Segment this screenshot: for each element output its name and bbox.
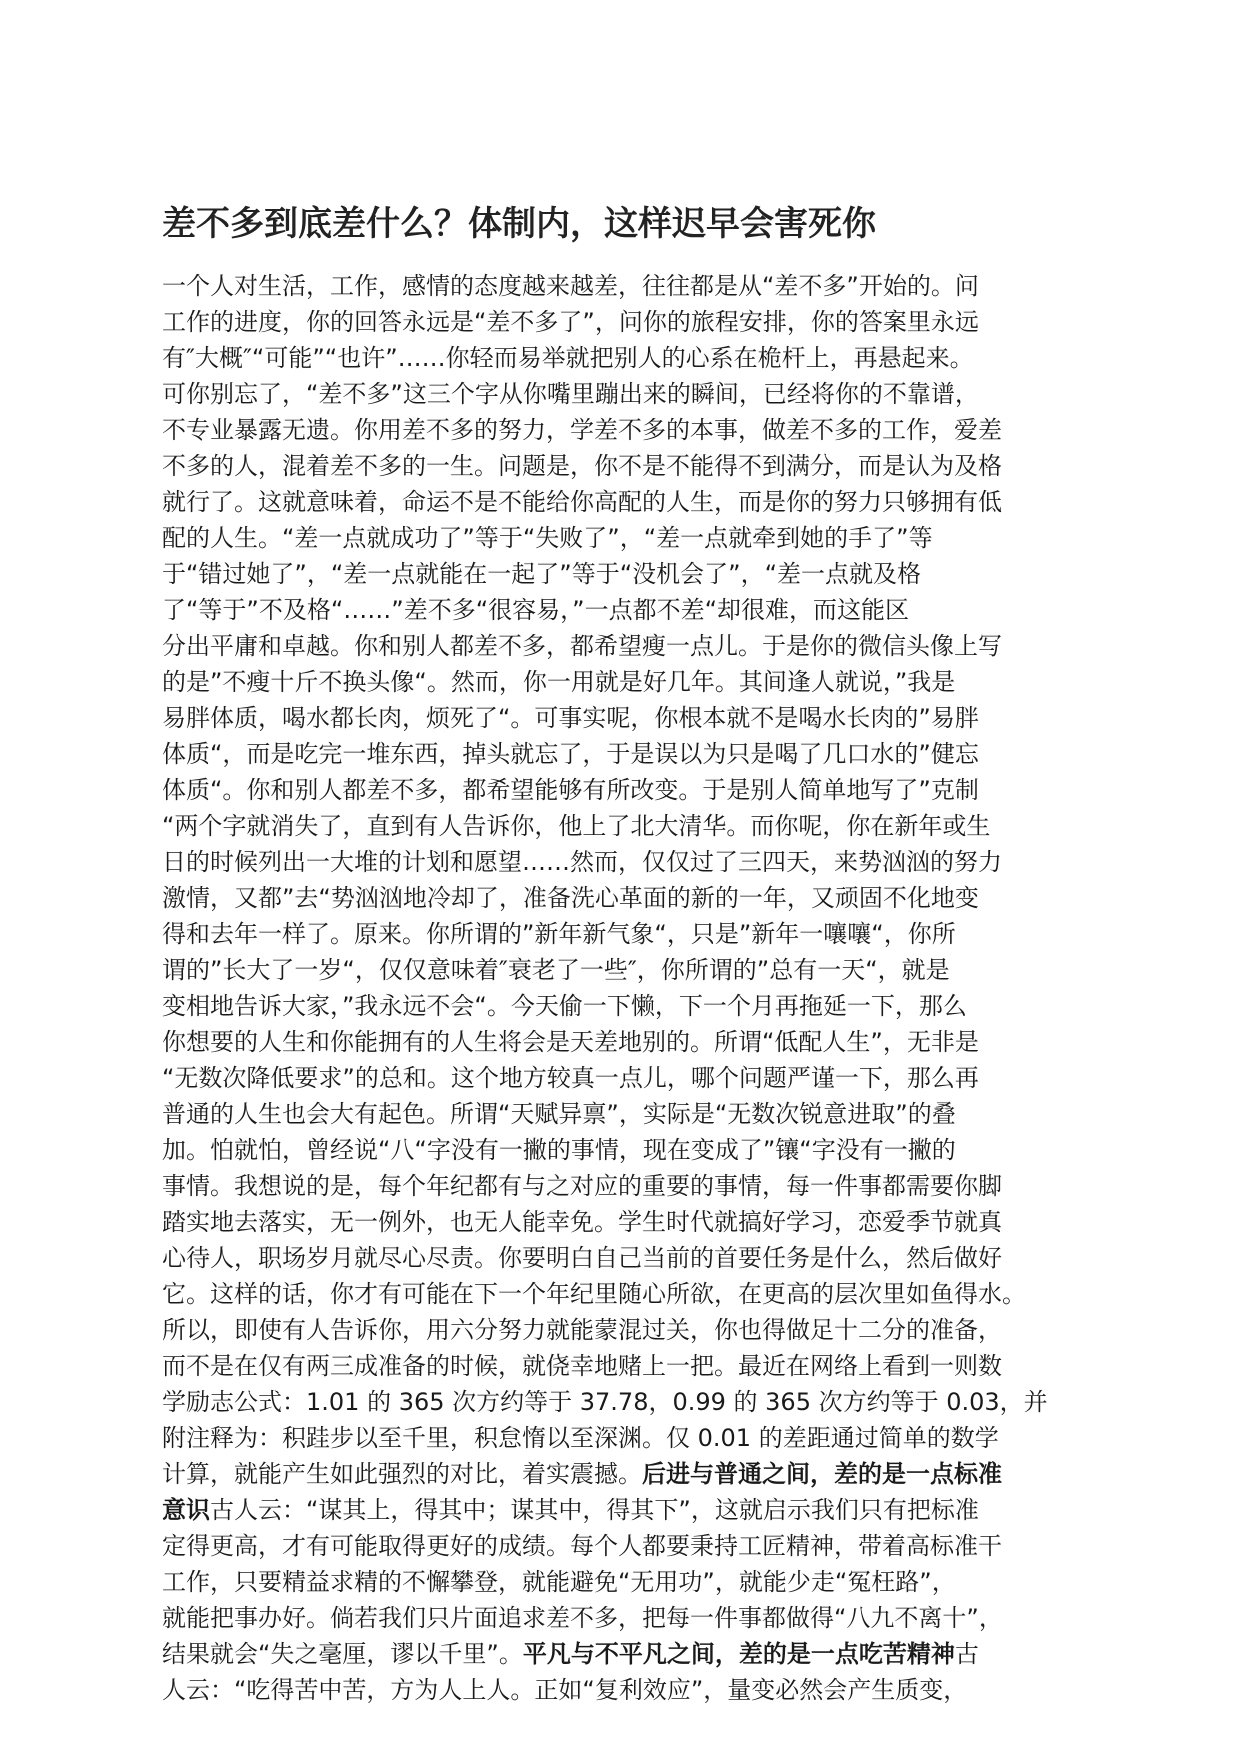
text-line: [162, 916, 1082, 952]
body-text: 激情，又都”去“势汹汹地冷却了，准备洗心革面的新的一年，又顽固不化地变: [162, 884, 979, 912]
body-text: 体质“，而是吃完一堆东西，掉头就忘了，于是误以为只是喝了几口水的”健忘: [162, 740, 979, 768]
text-line: [162, 304, 1082, 340]
text-line: [162, 700, 1082, 736]
text-line: [162, 1168, 1082, 1204]
document-body: [162, 268, 1082, 1708]
text-line: [162, 1456, 1082, 1492]
body-text: 它。这样的话，你才有可能在下一个年纪里随心所欲，在更高的层次里如鱼得水。: [162, 1280, 1026, 1308]
body-text: 不专业暴露无遗。你用差不多的努力，学差不多的本事，做差不多的工作，爱差: [162, 416, 1002, 444]
body-text: 变相地告诉大家，”我永远不会“。今天偷一下懒，下一个月再拖延一下，那么: [162, 992, 967, 1020]
body-text: 古: [954, 1640, 979, 1668]
body-text: 古人云：“谋其上，得其中；谋其中，得其下”，这就启示我们只有把标准: [210, 1496, 979, 1524]
bold-heading-text: 平凡与不平凡之间，差的是一点吃苦精神: [522, 1640, 955, 1668]
text-line: [162, 664, 1082, 700]
text-line: [162, 520, 1082, 556]
text-line: [162, 556, 1082, 592]
body-text: 所以，即使有人告诉你，用六分努力就能蒙混过关，你也得做足十二分的准备，: [162, 1316, 1002, 1344]
text-line: [162, 484, 1082, 520]
text-line: [162, 412, 1082, 448]
body-text: 心待人，职场岁月就尽心尽责。你要明白自己当前的首要任务是什么，然后做好: [162, 1244, 1002, 1272]
body-text: 一个人对生活，工作，感情的态度越来越差，往往都是从“差不多”开始的。问: [162, 272, 979, 300]
text-line: [162, 1132, 1082, 1168]
text-line: [162, 808, 1082, 844]
text-line: [162, 1312, 1082, 1348]
body-text: 踏实地去落实，无一例外，也无人能幸免。学生时代就搞好学习，恋爱季节就真: [162, 1208, 1002, 1236]
text-line: [162, 1420, 1082, 1456]
text-line: [162, 268, 1082, 304]
body-text: 的是”不瘦十斤不换头像“。然而，你一用就是好几年。其间逢人就说，”我是: [162, 668, 956, 696]
body-text: 可你别忘了，“差不多”这三个字从你嘴里蹦出来的瞬间，已经将你的不靠谱，: [162, 380, 979, 408]
text-line: [162, 1600, 1082, 1636]
text-line: [162, 1348, 1082, 1384]
text-line: [162, 772, 1082, 808]
body-text: 得和去年一样了。原来。你所谓的”新年新气象“，只是”新年一嚷嚷“，你所: [162, 920, 956, 948]
document-title: 差不多到底差什么？体制内，这样迟早会害死你: [162, 204, 876, 244]
body-text: 加。怕就怕，曾经说“八“字没有一撇的事情，现在变成了”镶“字没有一撇的: [162, 1136, 956, 1164]
bold-heading-text: 意识: [162, 1496, 210, 1524]
text-line: [162, 1636, 1082, 1672]
body-text: 事情。我想说的是，每个年纪都有与之对应的重要的事情，每一件事都需要你脚: [162, 1172, 1002, 1200]
text-line: [162, 1528, 1082, 1564]
text-line: [162, 1024, 1082, 1060]
body-text: 工作，只要精益求精的不懈攀登，就能避免“无用功”，就能少走“冤枉路”，: [162, 1568, 956, 1596]
body-text: 不多的人，混着差不多的一生。问题是，你不是不能得不到满分，而是认为及格: [162, 452, 1002, 480]
body-text: 就行了。这就意味着，命运不是不能给你高配的人生，而是你的努力只够拥有低: [162, 488, 1002, 516]
body-text: 日的时候列出一大堆的计划和愿望……然而，仅仅过了三四天，来势汹汹的努力: [162, 848, 1002, 876]
text-line: [162, 1096, 1082, 1132]
text-line: [162, 448, 1082, 484]
body-text: 分出平庸和卓越。你和别人都差不多，都希望瘦一点儿。于是你的微信头像上写: [162, 632, 1002, 660]
text-line: [162, 1276, 1082, 1312]
body-text: 而不是在仅有两三成准备的时候，就侥幸地赌上一把。最近在网络上看到一则数: [162, 1352, 1002, 1380]
body-text: 就能把事办好。倘若我们只片面追求差不多，把每一件事都做得“八九不离十”，: [162, 1604, 1003, 1632]
text-line: [162, 628, 1082, 664]
text-line: [162, 340, 1082, 376]
text-line: [162, 736, 1082, 772]
body-text: 普通的人生也会大有起色。所谓“天赋异禀”，实际是“无数次锐意进取”的叠: [162, 1100, 956, 1128]
body-text: 人云：“吃得苦中苦，方为人上人。正如“复利效应”，量变必然会产生质变，: [162, 1676, 968, 1704]
text-line: [162, 1564, 1082, 1600]
body-text: 体质“。你和别人都差不多，都希望能够有所改变。于是别人简单地写了”克制: [162, 776, 979, 804]
text-line: [162, 592, 1082, 628]
text-line: [162, 988, 1082, 1024]
body-text: “无数次降低要求”的总和。这个地方较真一点儿，哪个问题严谨一下，那么再: [162, 1064, 979, 1092]
body-text: 工作的进度，你的回答永远是“差不多了”，问你的旅程安排，你的答案里永远: [162, 308, 979, 336]
body-text: 你想要的人生和你能拥有的人生将会是天差地别的。所谓“低配人生”，无非是: [162, 1028, 979, 1056]
body-text: 于“错过她了”，“差一点就能在一起了”等于“没机会了”，“差一点就及格: [162, 560, 922, 588]
body-text: 配的人生。“差一点就成功了”等于“失败了”，“差一点就牵到她的手了”等: [162, 524, 933, 552]
body-text: “两个字就消失了，直到有人告诉你，他上了北大清华。而你呢，你在新年或生: [162, 812, 991, 840]
text-line: [162, 952, 1082, 988]
text-line: [162, 1384, 1082, 1420]
body-text: 结果就会“失之毫厘，谬以千里”。: [162, 1640, 523, 1668]
body-text: 易胖体质，喝水都长肉，烦死了“。可事实呢，你根本就不是喝水长肉的”易胖: [162, 704, 979, 732]
text-line: [162, 1492, 1082, 1528]
body-text: 了“等于”不及格“……”差不多“很容易，”一点都不差“却很难，而这能区: [162, 596, 910, 624]
body-text: 定得更高，才有可能取得更好的成绩。每个人都要秉持工匠精神，带着高标准干: [162, 1532, 1002, 1560]
text-line: [162, 1060, 1082, 1096]
body-text: 有″大概″“可能”“也许”……你轻而易举就把别人的心系在桅杆上，再悬起来。: [162, 344, 974, 372]
body-text: 计算，就能产生如此强烈的对比，着实震撼。: [162, 1460, 642, 1488]
body-text: 学励志公式：1.01 的 365 次方约等于 37.78，0.99 的 365 次方约等于 0.03，并: [162, 1388, 1048, 1416]
text-line: [162, 880, 1082, 916]
bold-heading-text: 后进与普通之间，差的是一点标准: [642, 1460, 1002, 1488]
text-line: [162, 1240, 1082, 1276]
text-line: [162, 844, 1082, 880]
text-line: [162, 376, 1082, 412]
body-text: 谓的”长大了一岁“，仅仅意味着″衰老了一些″，你所谓的”总有一天“，就是: [162, 956, 950, 984]
text-line: [162, 1204, 1082, 1240]
body-text: 附注释为：积跬步以至千里，积怠惰以至深渊。仅 0.01 的差距通过简单的数学: [162, 1424, 999, 1452]
text-line: [162, 1672, 1082, 1708]
